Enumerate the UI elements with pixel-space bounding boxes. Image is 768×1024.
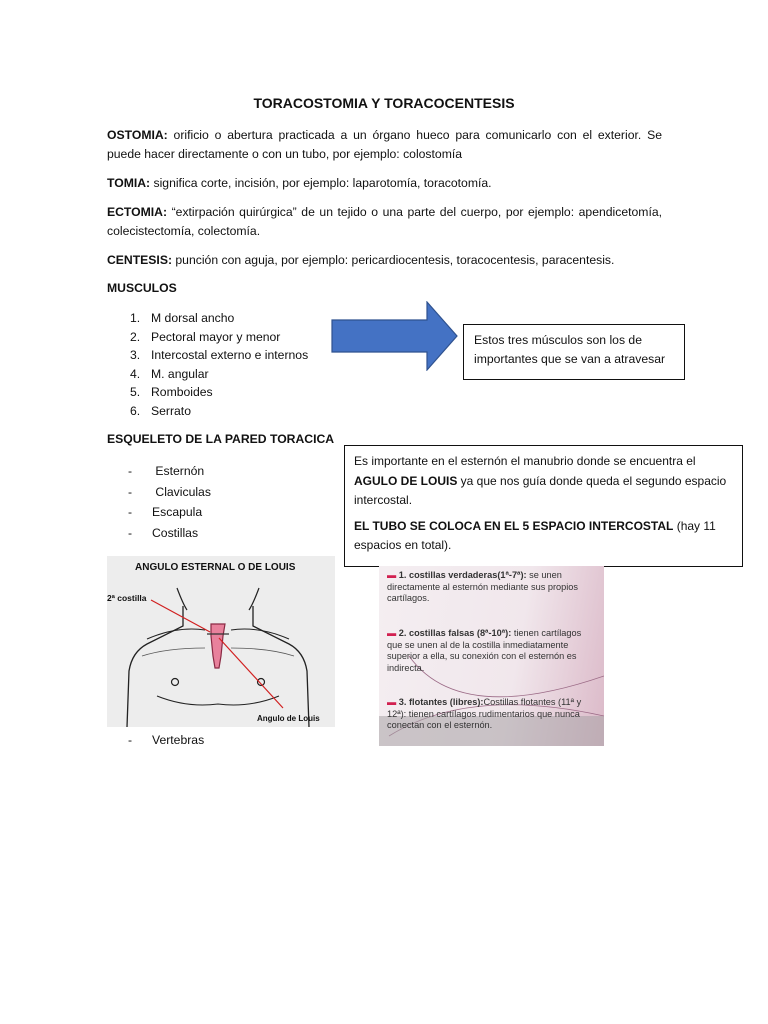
note-paragraph-1: Es importante en el esternón el manubrio donde se encuentra el AGULO DE LOUIS ya que nos guía donde queda el segundo espacio intercostal. (354, 454, 727, 507)
term-tomia: TOMIA: (107, 176, 151, 190)
list-item: - Claviculas (128, 484, 211, 499)
list-item: - Costillas (128, 525, 199, 540)
definition-tomia (107, 174, 662, 193)
list-item: 6. Serrato (130, 403, 191, 418)
esqueleto-heading: ESQUELETO DE LA PARED TORACICA (107, 432, 335, 446)
term-ectomia: ECTOMIA: (107, 205, 168, 219)
list-item: 5. Romboides (130, 385, 213, 399)
chest-illustration (107, 556, 335, 727)
term-ostomia: OSTOMIA: (107, 128, 168, 142)
list-item: - Esternón (128, 464, 205, 478)
list-item: 3. Intercostal externo e internos (130, 348, 309, 362)
costillas-item-3: ▬ 3. flotantes (libres):Costillas flotantes (11ª y 12ª): tienen cartílagos rudimentarios que nunca conectan con el esternón. (387, 697, 582, 730)
text-ectomia: “extirpación quirúrgica” de un tejido o una parte del cuerpo, por ejemplo: apendicetomía, colecistectomía, colectomía. (107, 205, 662, 238)
document-title: TORACOSTOMIA Y TORACOCENTESIS (253, 95, 515, 111)
figure-angulo-louis (107, 556, 335, 727)
list-item: - Vertebras (128, 733, 205, 747)
label-angulo-louis: Angulo de Louis (257, 714, 320, 723)
musculos-heading: MUSCULOS (107, 281, 177, 295)
bullet-icon: ▬ (387, 628, 399, 638)
bullet-icon: ▬ (387, 570, 399, 580)
bullet-icon: ▬ (387, 697, 399, 707)
list-item: 1. M dorsal ancho (130, 311, 235, 325)
figure-costillas (379, 566, 604, 746)
list-item: 4. M. angular (130, 366, 209, 381)
text-ostomia: orificio o abertura practicada a un órgano hueco para comunicarlo con el exterior. Se puede hacer directamente o con un tubo, por ejemplo: colostomía (107, 128, 662, 161)
definition-centesis (107, 251, 662, 270)
costillas-item-2: ▬ 2. costillas falsas (8ª-10ª): tienen cartílagos que se unen al de la costilla inmediatamente superior a ella, su conexión con el esternón es indirecta. (387, 628, 582, 673)
text-centesis: punción con aguja, por ejemplo: pericardiocentesis, toracocentesis, paracentesis. (172, 253, 615, 267)
definition-ostomia (107, 126, 662, 164)
text-tomia: significa corte, incisión, por ejemplo: laparotomía, toracotomía. (150, 176, 492, 190)
note-paragraph-2: EL TUBO SE COLOCA EN EL 5 ESPACIO INTERCOSTAL (hay 11 espacios en total). (354, 518, 716, 552)
definition-ectomia (107, 203, 662, 241)
figure-title: ANGULO ESTERNAL O DE LOUIS (135, 562, 296, 573)
list-item: - Escapula (128, 505, 203, 519)
musculos-note: Estos tres músculos son los de importantes que se van a atravesar (474, 333, 666, 366)
costillas-item-1: ▬ 1. costillas verdaderas(1ª-7ª): se unen directamente al esternón mediante sus propios cartílagos. (387, 570, 579, 603)
label-2a-costilla: 2ª costilla (107, 593, 147, 603)
right-arrow-icon (331, 301, 459, 371)
term-centesis: CENTESIS: (107, 253, 173, 267)
esqueleto-note-box (344, 445, 743, 567)
musculos-note-box (463, 324, 685, 380)
list-item: 2. Pectoral mayor y menor (130, 329, 281, 344)
